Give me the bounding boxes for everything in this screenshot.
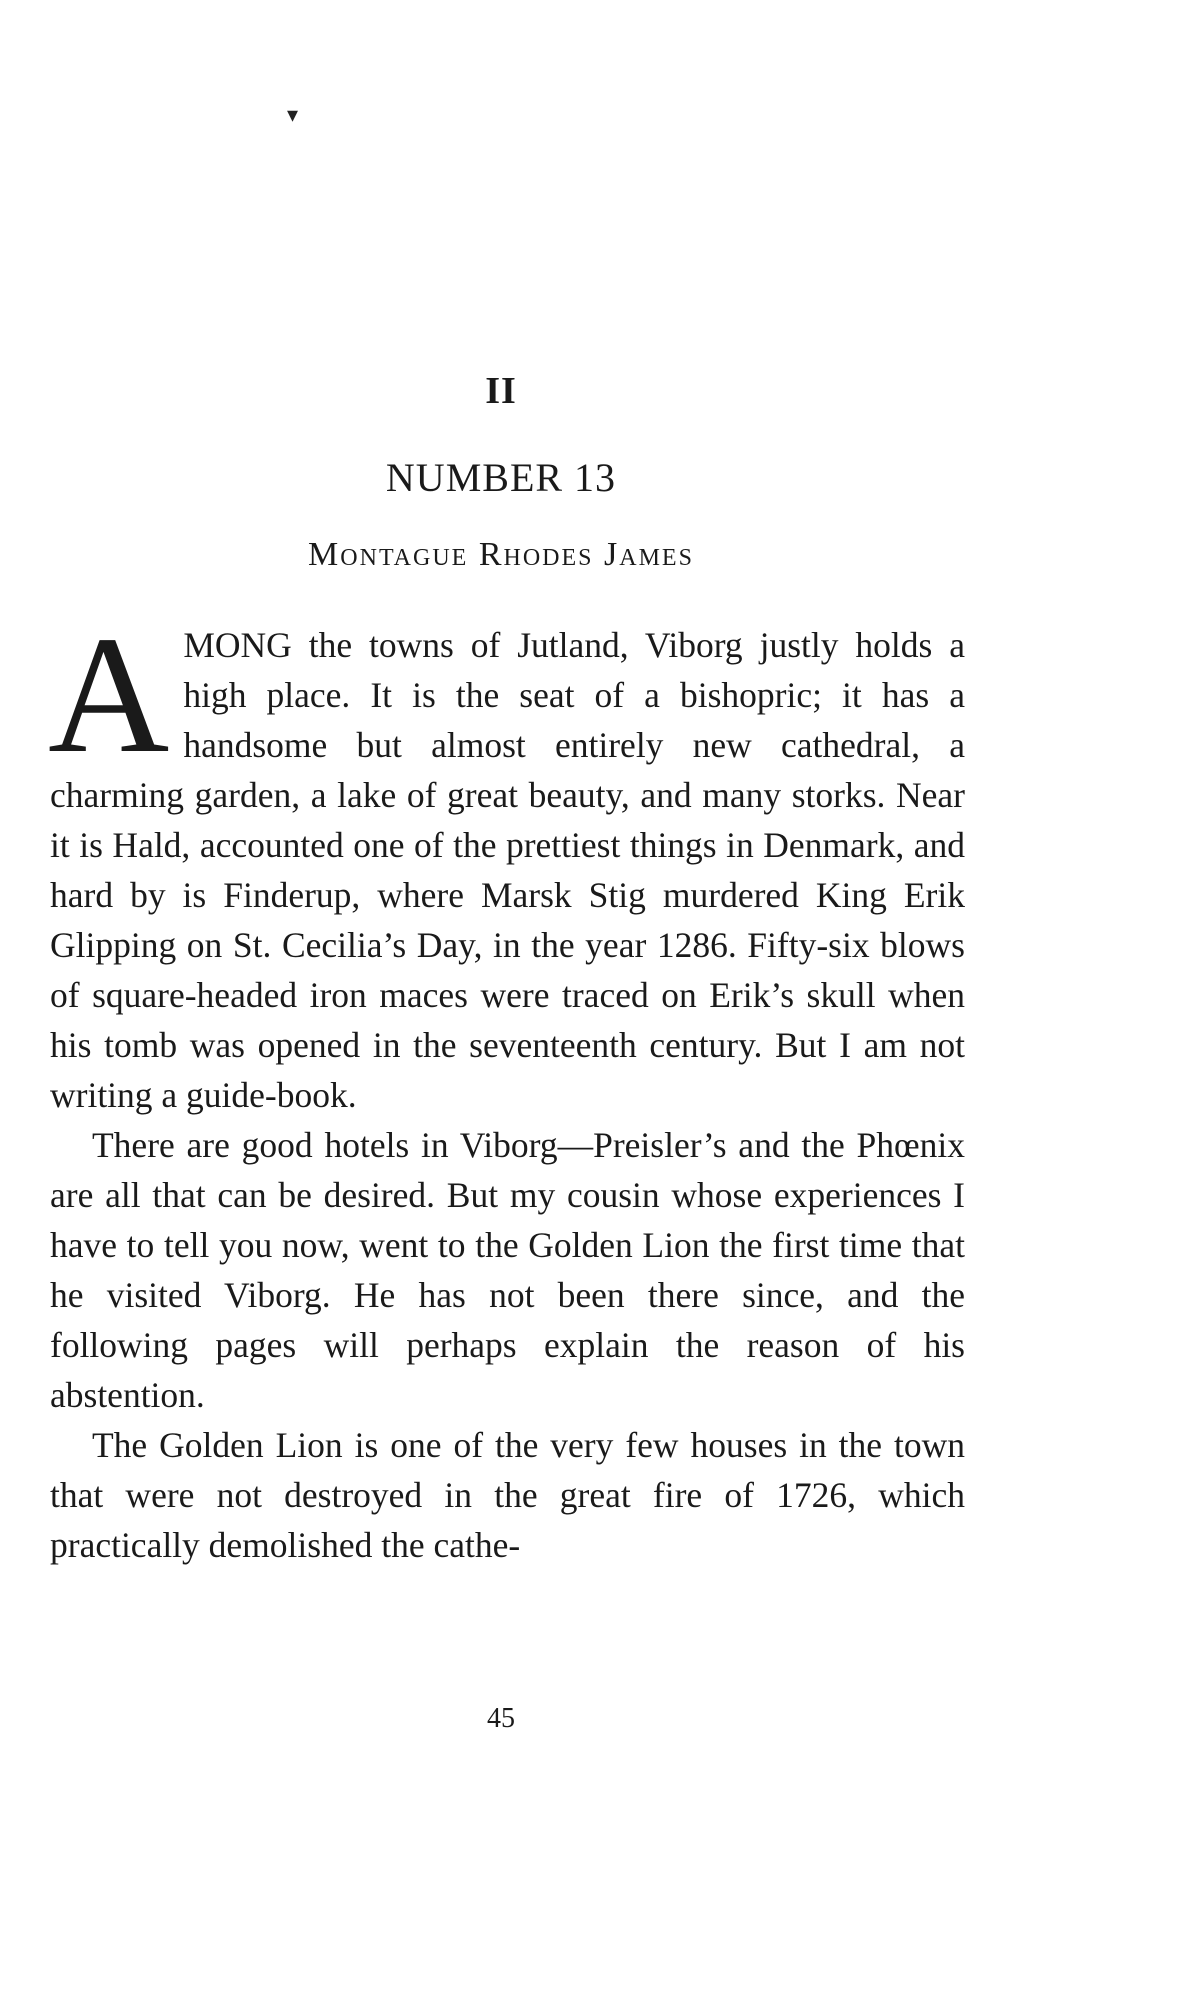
body-text bbox=[48, 602, 965, 1570]
paragraph-3: The Golden Lion is one of the very few houses in the town that were not destroyed in the great fire of 1726, which practically demolished the cathe- bbox=[50, 1425, 965, 1565]
drop-cap: A bbox=[48, 602, 170, 788]
paragraph-2: There are good hotels in Viborg—Preisler’s and the Phœnix are all that can be desired. But my cousin whose experiences I have to tell you now, went to the Golden Lion the first time that he visited Viborg. He has not been there since, and the following pages will perhaps explain the reason of his abstention. bbox=[50, 1125, 965, 1415]
author-name: Montague Rhodes James bbox=[308, 536, 694, 573]
paragraph-1-text: MONG the towns of Jutland, Viborg justly holds a high place. It is the seat of a bishopric; it has a handsome but almost entirely new cathedral, a charming garden, a lake of great beauty, and many storks. Near it is Hald, accounted one of the prettiest things in Denmark, and hard by is Finderup, where Marsk Stig murdered King Erik Glipping on St. Cecilia’s Day, in the year 1286. Fifty-six blows of square-headed iron maces were traced on Erik’s skull when his tomb was opened in the seventeenth century. But I am not writing a guide-book. bbox=[50, 625, 965, 1115]
page-number: 45 bbox=[487, 1703, 515, 1734]
story-title: NUMBER 13 bbox=[385, 455, 617, 500]
chapter-number: II bbox=[485, 370, 517, 412]
stray-ink-mark: ▾ bbox=[287, 102, 299, 127]
paragraph-1 bbox=[48, 602, 965, 1120]
